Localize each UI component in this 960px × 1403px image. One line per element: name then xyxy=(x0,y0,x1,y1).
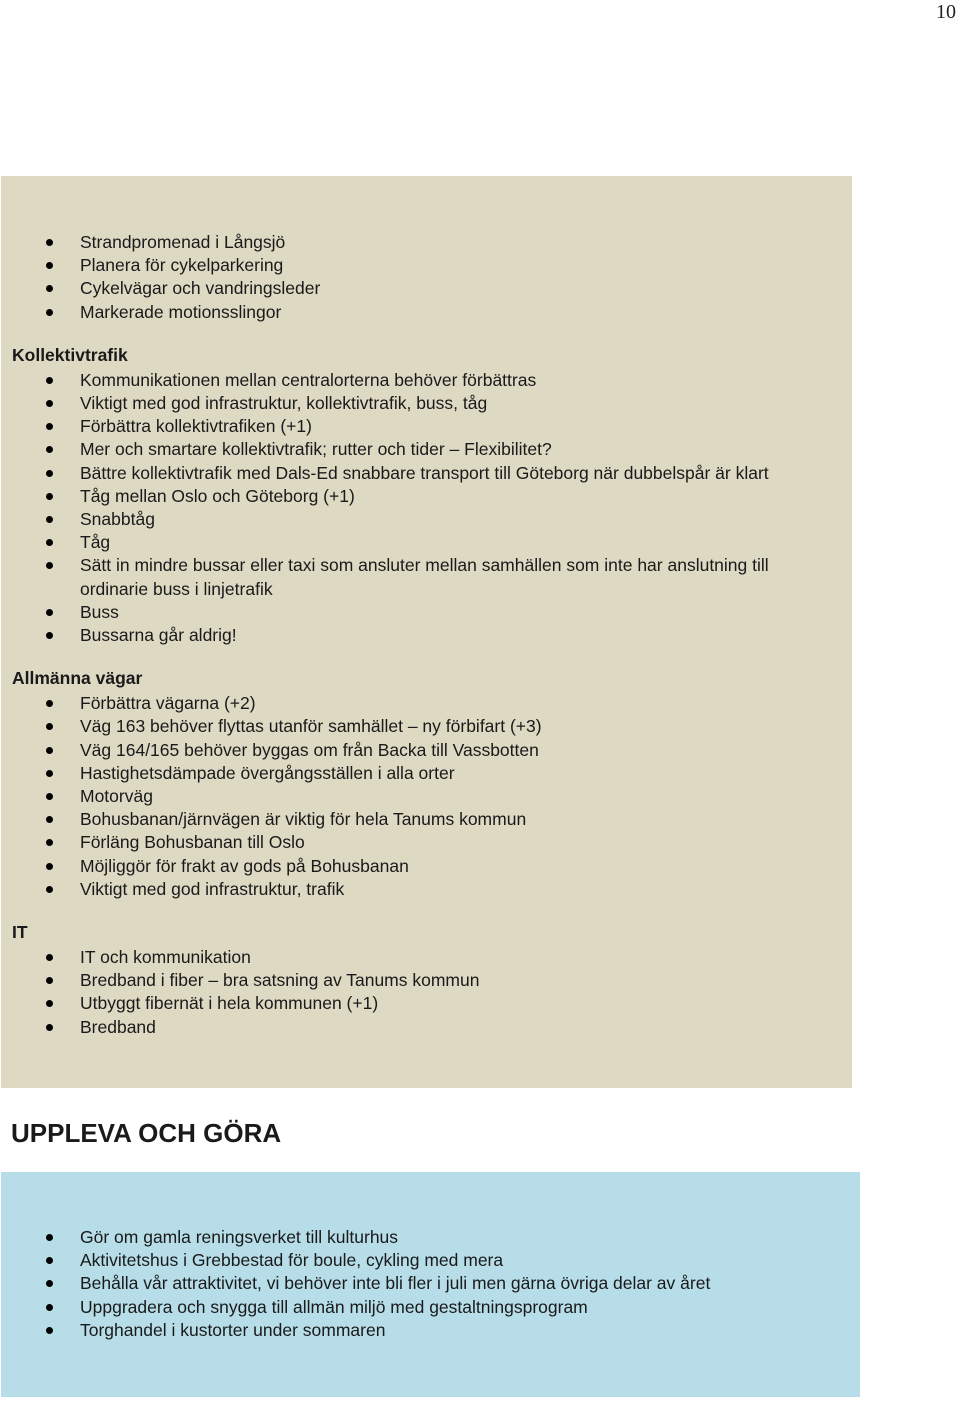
kollektivtrafik-list xyxy=(1,369,852,647)
list-item-text: Tåg mellan Oslo och Göteborg (+1) xyxy=(80,485,355,506)
list-item xyxy=(1,808,852,831)
bullet-icon xyxy=(46,632,53,639)
page-number: 10 xyxy=(936,1,956,23)
intro-list xyxy=(1,231,852,324)
list-item-text: Tåg xyxy=(80,532,111,553)
list-item-text: Möjliggör för frakt av gods på Bohusbanan xyxy=(80,855,409,876)
bullet-icon xyxy=(46,1304,53,1311)
bullet-icon xyxy=(46,1024,53,1031)
list-item-text: Viktigt med god infrastruktur, kollektivtrafik, buss, tåg xyxy=(80,393,488,414)
list-item-text: Markerade motionsslingor xyxy=(80,301,282,322)
bullet-icon xyxy=(46,954,53,961)
bullet-icon xyxy=(46,493,53,500)
list-item xyxy=(1,508,852,531)
list-item xyxy=(1,1249,860,1272)
list-item xyxy=(1,554,852,600)
list-item xyxy=(1,231,852,254)
list-item xyxy=(1,301,852,324)
list-item xyxy=(1,1226,860,1249)
bullet-icon xyxy=(46,1000,53,1007)
list-item xyxy=(1,462,852,485)
list-item-text: Mer och smartare kollektivtrafik; rutter och tider – Flexibilitet? xyxy=(80,439,552,460)
list-item-text: Uppgradera och snygga till allmän miljö med gestaltningsprogram xyxy=(80,1296,588,1317)
list-item xyxy=(1,601,852,624)
uppleva-list xyxy=(1,1226,860,1342)
list-item-text: Bredband xyxy=(80,1016,156,1037)
list-item-text: Förbättra vägarna (+2) xyxy=(80,693,256,714)
list-item-text: Torghandel i kustorter under sommaren xyxy=(80,1319,386,1340)
list-item xyxy=(1,969,852,992)
list-item xyxy=(1,369,852,392)
list-item-text: Hastighetsdämpade övergångsställen i alla orter xyxy=(80,762,455,783)
heading-it: IT xyxy=(12,922,28,943)
list-item xyxy=(1,624,852,647)
list-item-text: Bohusbanan/järnvägen är viktig för hela Tanums kommun xyxy=(80,809,527,830)
list-item xyxy=(1,739,852,762)
bullet-icon xyxy=(46,770,53,777)
bullet-icon xyxy=(46,1257,53,1264)
list-item-text: Planera för cykelparkering xyxy=(80,255,284,276)
list-item xyxy=(1,785,852,808)
list-item xyxy=(1,992,852,1015)
list-item xyxy=(1,1296,860,1319)
bullet-icon xyxy=(46,700,53,707)
list-item-text: Aktivitetshus i Grebbestad för boule, cykling med mera xyxy=(80,1250,504,1271)
list-item-text: Bredband i fiber – bra satsning av Tanums kommun xyxy=(80,970,480,991)
list-item-text: Cykelvägar och vandringsleder xyxy=(80,278,321,299)
list-item xyxy=(1,946,852,969)
list-item-text: Behålla vår attraktivitet, vi behöver inte bli fler i juli men gärna övriga delar av året xyxy=(80,1273,711,1294)
bullet-icon xyxy=(46,285,53,292)
bullet-icon xyxy=(46,793,53,800)
list-item-text: Väg 164/165 behöver byggas om från Backa till Vassbotten xyxy=(80,739,539,760)
bullet-icon xyxy=(46,816,53,823)
list-item-text: Viktigt med god infrastruktur, trafik xyxy=(80,878,345,899)
heading-allmanna-vagar: Allmänna vägar xyxy=(12,668,143,689)
list-item-text: Bättre kollektivtrafik med Dals-Ed snabbare transport till Göteborg när dubbelspår är klart xyxy=(80,462,769,483)
list-item-text: Gör om gamla reningsverket till kulturhus xyxy=(80,1227,399,1247)
list-item-text: Sätt in mindre bussar eller taxi som ansluter mellan samhällen som inte har anslutning till ordinarie buss i linjetrafik xyxy=(80,555,769,599)
list-item xyxy=(1,531,852,554)
bullet-icon xyxy=(46,377,53,384)
list-item-text: Strandpromenad i Långsjö xyxy=(80,232,286,252)
heading-kollektivtrafik: Kollektivtrafik xyxy=(12,344,128,365)
section-title: UPPLEVA OCH GÖRA xyxy=(11,1118,282,1148)
bullet-icon xyxy=(46,886,53,893)
blue-section-box xyxy=(1,1172,860,1397)
list-item xyxy=(1,1319,860,1342)
bullet-icon xyxy=(46,309,53,316)
bullet-icon xyxy=(46,562,53,569)
bullet-icon xyxy=(46,609,53,616)
list-item xyxy=(1,254,852,277)
bullet-icon xyxy=(46,446,53,453)
it-list xyxy=(1,946,852,1039)
list-item-text: Kommunikationen mellan centralorterna behöver förbättras xyxy=(80,369,537,390)
list-item-text: Förläng Bohusbanan till Oslo xyxy=(80,832,305,853)
list-item xyxy=(1,277,852,300)
list-item xyxy=(1,485,852,508)
list-item xyxy=(1,1016,852,1039)
bullet-icon xyxy=(46,977,53,984)
list-item xyxy=(1,1272,860,1295)
bullet-icon xyxy=(46,747,53,754)
bullet-icon xyxy=(46,262,53,269)
list-item xyxy=(1,415,852,438)
bullet-icon xyxy=(46,863,53,870)
beige-section-box xyxy=(1,176,852,1088)
allmanna-vagar-list xyxy=(1,692,852,901)
list-item-text: Bussarna går aldrig! xyxy=(80,625,237,646)
list-item xyxy=(1,715,852,738)
bullet-icon xyxy=(46,723,53,730)
list-item xyxy=(1,855,852,878)
list-item-text: Utbyggt fibernät i hela kommunen (+1) xyxy=(80,993,379,1014)
bullet-icon xyxy=(46,239,53,246)
bullet-icon xyxy=(46,539,53,546)
bullet-icon xyxy=(46,423,53,430)
list-item-text: Snabbtåg xyxy=(80,509,155,530)
list-item xyxy=(1,878,852,901)
list-item xyxy=(1,392,852,415)
list-item-text: Buss xyxy=(80,601,119,622)
bullet-icon xyxy=(46,516,53,523)
list-item xyxy=(1,438,852,461)
list-item xyxy=(1,831,852,854)
list-item xyxy=(1,762,852,785)
list-item-text: Förbättra kollektivtrafiken (+1) xyxy=(80,416,312,437)
bullet-icon xyxy=(46,1280,53,1287)
list-item-text: IT och kommunikation xyxy=(80,947,251,968)
list-item-text: Väg 163 behöver flyttas utanför samhället – ny förbifart (+3) xyxy=(80,716,542,737)
list-item xyxy=(1,692,852,715)
bullet-icon xyxy=(46,839,53,846)
bullet-icon xyxy=(46,400,53,407)
bullet-icon xyxy=(46,1234,53,1241)
bullet-icon xyxy=(46,470,53,477)
list-item-text: Motorväg xyxy=(80,786,153,807)
bullet-icon xyxy=(46,1327,53,1334)
